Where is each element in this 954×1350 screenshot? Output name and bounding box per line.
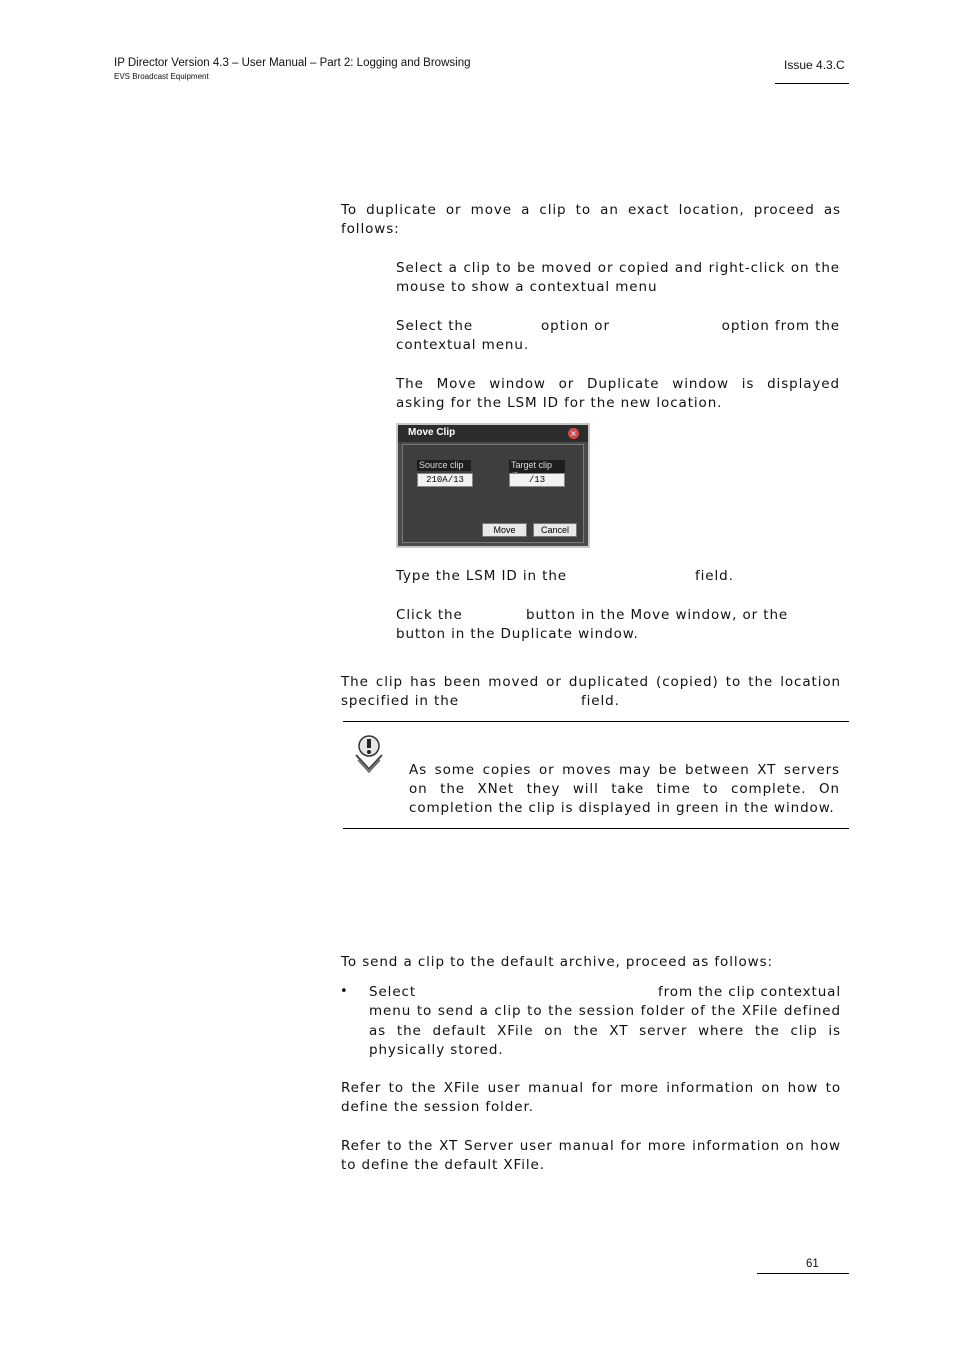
source-clip-field: 210A/13 xyxy=(417,473,473,487)
cancel-button[interactable]: Cancel xyxy=(533,523,577,537)
result-line-2 xyxy=(341,692,841,712)
step4-text-b: field. xyxy=(695,568,734,584)
document-title: IP Director Version 4.3 – User Manual – Part 2: Logging and Browsing xyxy=(114,57,471,69)
ref1-line-1: Refer to the XFile user manual for more information on how to xyxy=(341,1080,841,1096)
result-text-b: field. xyxy=(581,693,620,709)
company-name: EVS Broadcast Equipment xyxy=(114,72,209,81)
note-line-3: completion the clip is displayed in green in the window. xyxy=(409,800,835,816)
step4-text-a: Type the LSM ID in the xyxy=(396,568,567,584)
note-top-rule xyxy=(343,721,849,722)
step1-line-1: Select a clip to be moved or copied and right-click on the xyxy=(396,260,840,276)
step5-line-2: button in the Duplicate window. xyxy=(396,626,639,642)
ref1-line-2: define the session folder. xyxy=(341,1099,534,1115)
bullet-text-a: Select xyxy=(369,984,417,1000)
intro-line-1: To duplicate or move a clip to an exact location, proceed as xyxy=(341,202,841,218)
step2-line-1 xyxy=(396,317,840,337)
step1-line-2: mouse to show a contextual menu xyxy=(396,279,658,295)
bullet-line-2: menu to send a clip to the session folder of the XFile defined xyxy=(369,1003,841,1019)
note-line-2: on the XNet they will take time to complete. On xyxy=(409,781,840,797)
page-number: 61 xyxy=(806,1258,819,1270)
dialog-titlebar xyxy=(398,425,588,442)
step4-line xyxy=(396,567,840,587)
result-line-1: The clip has been moved or duplicated (copied) to the location xyxy=(341,674,841,690)
note-line-1: As some copies or moves may be between XT servers xyxy=(409,762,840,778)
target-clip-field[interactable]: /13 xyxy=(509,473,565,487)
bullet-glyph: • xyxy=(340,984,348,999)
move-clip-dialog xyxy=(396,423,590,548)
issue-label: Issue 4.3.C xyxy=(784,58,845,72)
step5-text-a: Click the xyxy=(396,607,463,623)
step3-line-2: asking for the LSM ID for the new location. xyxy=(396,395,723,411)
footer-rule xyxy=(757,1273,849,1274)
note-icon xyxy=(352,733,386,775)
target-clip-label: Target clip xyxy=(509,460,565,482)
bullet-line-4: physically stored. xyxy=(369,1042,504,1058)
close-icon[interactable]: × xyxy=(568,428,579,439)
step2-text-b: option or xyxy=(541,318,610,334)
bullet-line-3: as the default XFile on the XT server where the clip is xyxy=(369,1023,841,1039)
step2-line-2: contextual menu. xyxy=(396,337,530,353)
ref2-line-2: to define the default XFile. xyxy=(341,1157,545,1173)
intro-line-2: follows: xyxy=(341,221,400,237)
note-bottom-rule xyxy=(343,828,849,829)
step2-text-a: Select the xyxy=(396,318,474,334)
dialog-title: Move Clip xyxy=(408,427,456,438)
bullet-text-b: from the clip contextual xyxy=(658,984,841,1000)
step2-text-c: option from the xyxy=(721,318,840,334)
move-button[interactable]: Move xyxy=(482,523,527,537)
archive-intro: To send a clip to the default archive, proceed as follows: xyxy=(341,954,773,970)
step5-text-b: button in the Move window, or the xyxy=(526,607,789,623)
source-clip-label: Source clip xyxy=(417,460,471,471)
step3-line-1: The Move window or Duplicate window is displayed xyxy=(396,376,840,392)
ref2-line-1: Refer to the XT Server user manual for more information on how xyxy=(341,1138,841,1154)
header-rule xyxy=(775,83,849,84)
bullet-line-1 xyxy=(369,983,841,1003)
step5-line-1 xyxy=(396,606,840,626)
result-text-a: specified in the xyxy=(341,693,459,709)
dialog-body xyxy=(402,444,584,543)
